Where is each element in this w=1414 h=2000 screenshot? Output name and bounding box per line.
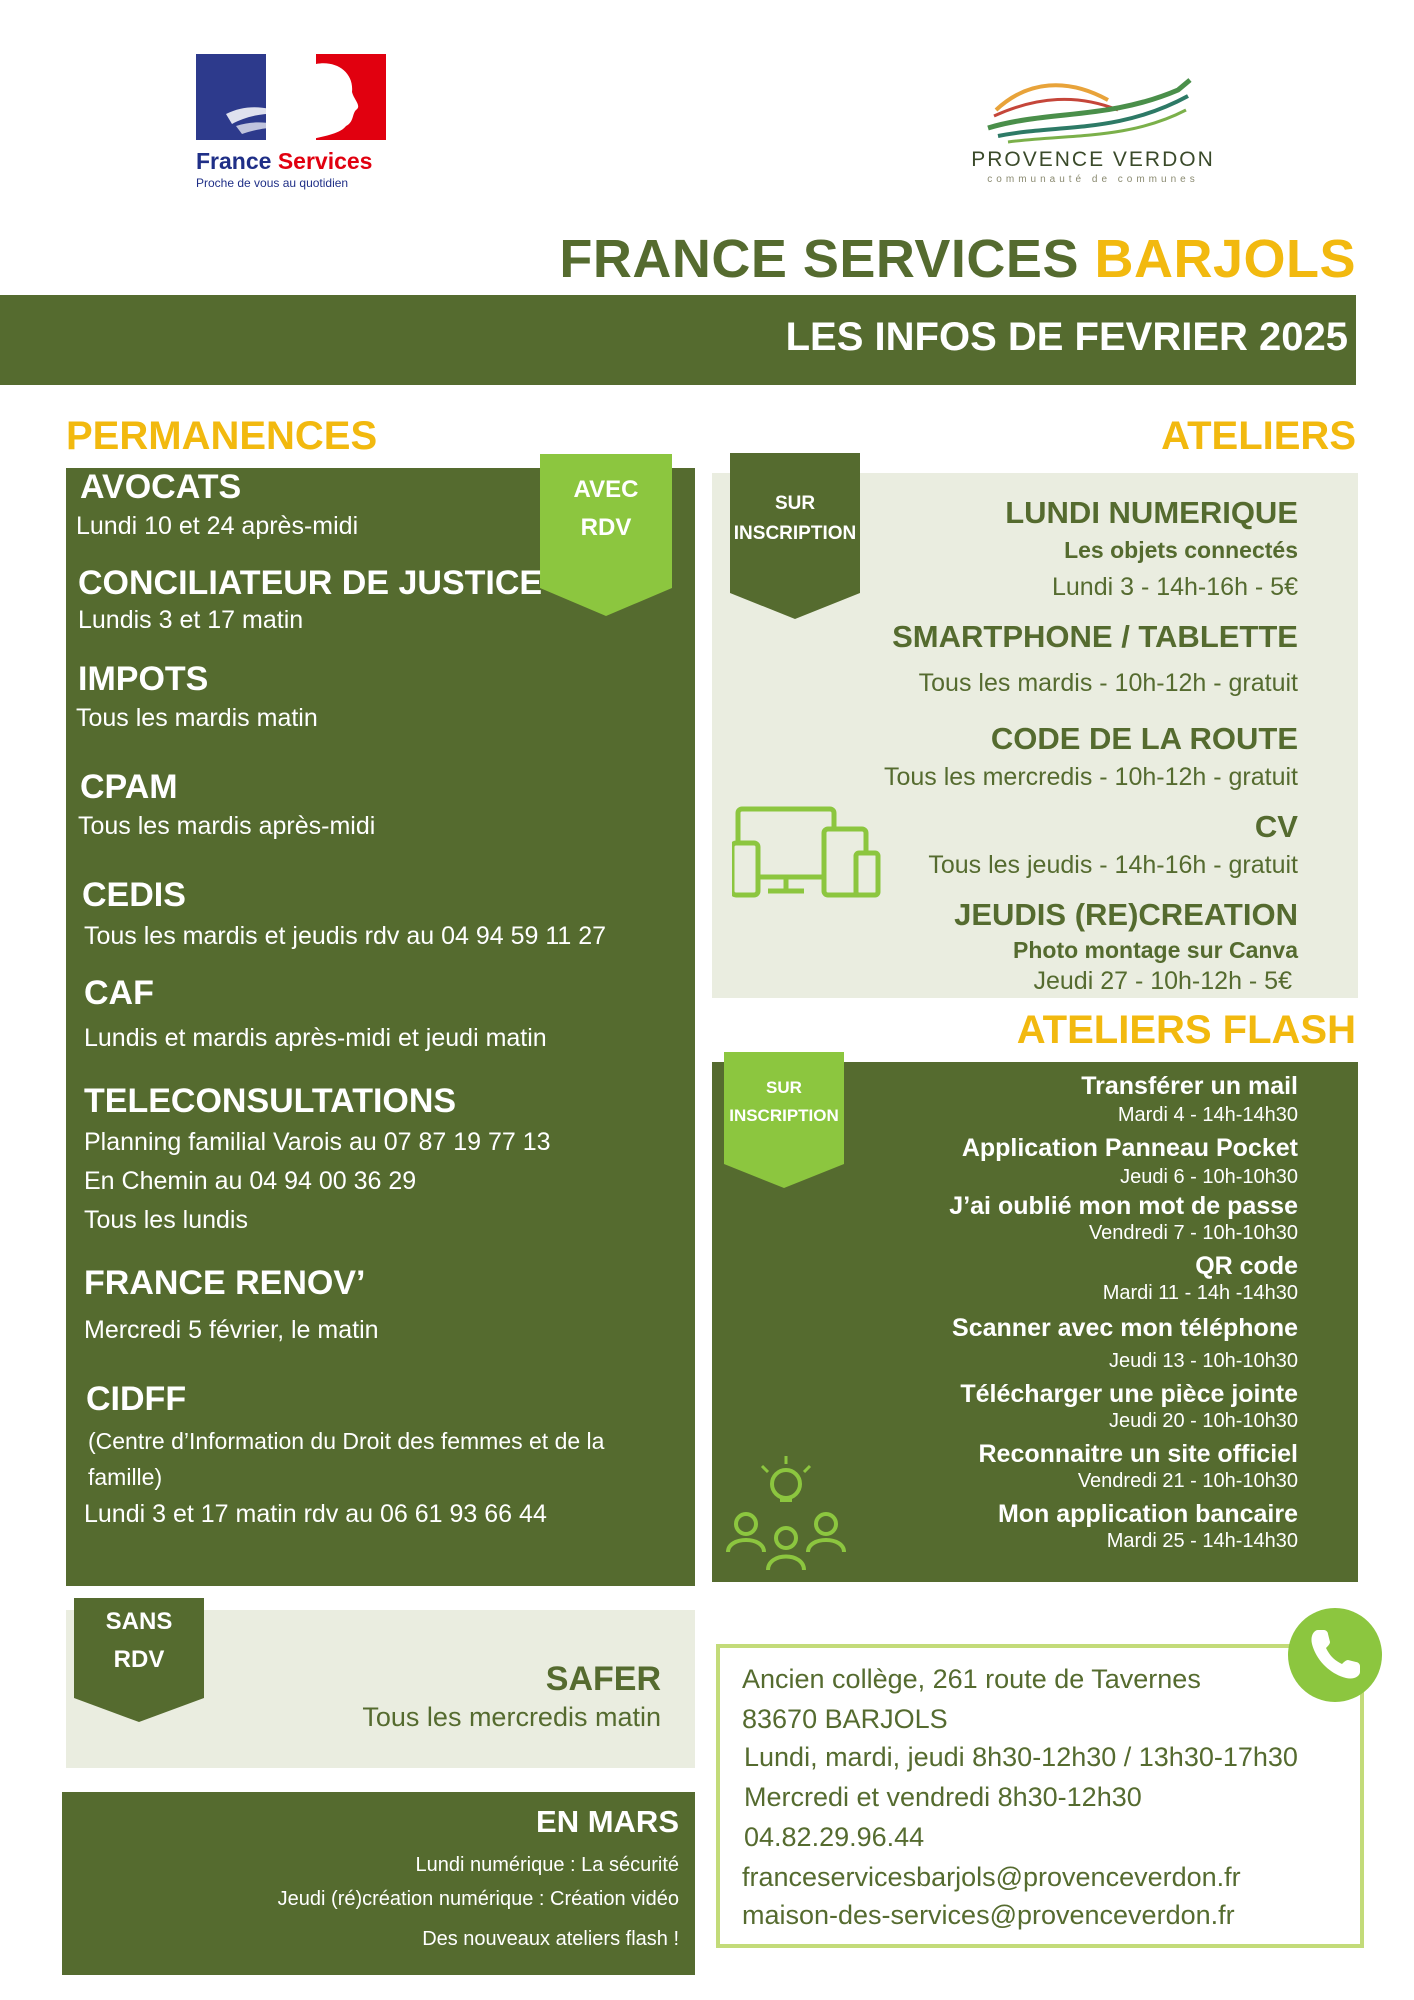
- perm-detail: Tous les lundis: [84, 1206, 248, 1234]
- perm-detail: Lundi 10 et 24 après-midi: [76, 512, 359, 540]
- atelier-subtitle: Photo montage sur Canva: [1013, 937, 1298, 963]
- avec-rdv-badge: AVEC RDV: [540, 454, 672, 616]
- provence-verdon-logo: [958, 70, 1228, 190]
- atelier-name: JEUDIS (RE)CREATION: [954, 897, 1298, 932]
- provence-verdon-name: PROVENCE VERDON: [971, 148, 1215, 171]
- flash-detail: Mardi 11 - 14h -14h30: [1102, 1282, 1298, 1304]
- atelier-detail: Jeudi 27 - 10h-12h - 5€: [1033, 967, 1292, 995]
- sur-inscription-badge: SUR INSCRIPTION: [724, 1052, 844, 1188]
- flash-name: Application Panneau Pocket: [961, 1134, 1298, 1162]
- perm-detail: Tous les mardis après-midi: [78, 812, 376, 840]
- flash-detail: Jeudi 6 - 10h-10h30: [1120, 1166, 1298, 1188]
- page-title: FRANCE SERVICES BARJOLS: [559, 229, 1356, 289]
- atelier-detail: Tous les mercredis - 10h-12h - gratuit: [883, 763, 1298, 791]
- flash-name: J’ai oublié mon mot de passe: [949, 1192, 1298, 1220]
- perm-detail: Tous les mardis matin: [76, 704, 318, 732]
- perm-detail: En Chemin au 04 94 00 36 29: [84, 1167, 417, 1195]
- en-mars-line: Des nouveaux ateliers flash !: [422, 1928, 679, 1950]
- flash-name: Reconnaitre un site officiel: [978, 1440, 1298, 1468]
- flash-name: Scanner avec mon téléphone: [952, 1314, 1298, 1342]
- safer-detail: Tous les mercredis matin: [362, 1702, 661, 1732]
- perm-detail: Mercredi 5 février, le matin: [84, 1316, 379, 1344]
- flash-name: Mon application bancaire: [997, 1500, 1298, 1528]
- perm-name: CEDIS: [82, 876, 186, 914]
- sans-rdv-badge: SANS RDV: [74, 1598, 204, 1722]
- ateliers-flash-title: ATELIERS FLASH: [1016, 1008, 1356, 1052]
- flash-detail: Jeudi 20 - 10h-10h30: [1108, 1410, 1298, 1432]
- flash-detail: Jeudi 13 - 10h-10h30: [1108, 1350, 1298, 1372]
- ateliers-flash-panel: [712, 1062, 1358, 1582]
- atelier-name: CODE DE LA ROUTE: [990, 721, 1298, 756]
- en-mars-title: EN MARS: [536, 1804, 679, 1839]
- perm-detail: Lundis et mardis après-midi et jeudi matin: [84, 1024, 547, 1052]
- flash-detail: Mardi 4 - 14h-14h30: [1117, 1104, 1298, 1126]
- perm-name: CAF: [84, 974, 154, 1012]
- perm-detail: Lundi 3 et 17 matin rdv au 06 61 93 66 44: [84, 1500, 547, 1528]
- safer-name: SAFER: [545, 1660, 661, 1698]
- contact-phone[interactable]: 04.82.29.96.44: [744, 1822, 925, 1852]
- contact-email[interactable]: franceservicesbarjols@provenceverdon.fr: [742, 1862, 1241, 1892]
- en-mars-line: Jeudi (ré)création numérique : Création vidéo: [277, 1888, 679, 1910]
- ateliers-panel: [712, 473, 1358, 998]
- atelier-subtitle: Les objets connectés: [1064, 537, 1298, 563]
- flash-name: QR code: [1195, 1252, 1298, 1280]
- banner-text: LES INFOS DE FEVRIER 2025: [785, 315, 1348, 359]
- perm-detail: (Centre d’Information du Droit des femmes et de la: [88, 1428, 605, 1454]
- permanences-title: PERMANENCES: [66, 414, 378, 458]
- group-idea-icon: [722, 1452, 850, 1576]
- contact-address: Ancien collège, 261 route de Tavernes: [742, 1664, 1201, 1694]
- atelier-detail: Tous les mardis - 10h-12h - gratuit: [918, 669, 1298, 697]
- atelier-name: CV: [1254, 809, 1298, 844]
- atelier-detail: Lundi 3 - 14h-16h - 5€: [1051, 573, 1298, 601]
- perm-detail: Planning familial Varois au 07 87 19 77 13: [84, 1128, 551, 1156]
- contact-email[interactable]: maison-des-services@provenceverdon.fr: [742, 1900, 1235, 1930]
- atelier-detail: Tous les jeudis - 14h-16h - gratuit: [928, 851, 1298, 879]
- devices-icon: [732, 805, 882, 899]
- flash-name: Télécharger une pièce jointe: [960, 1380, 1298, 1408]
- marianne-flag-icon: [196, 54, 386, 140]
- en-mars-line: Lundi numérique : La sécurité: [415, 1854, 679, 1876]
- perm-name: FRANCE RENOV’: [84, 1264, 366, 1302]
- france-services-name: France Services: [196, 148, 373, 174]
- flash-detail: Vendredi 7 - 10h-10h30: [1088, 1222, 1298, 1244]
- contact-hours: Lundi, mardi, jeudi 8h30-12h30 / 13h30-17h30: [744, 1742, 1298, 1772]
- perm-name: IMPOTS: [78, 660, 209, 698]
- contact-panel: [716, 1644, 1364, 1948]
- ateliers-title: ATELIERS: [1161, 414, 1356, 458]
- france-services-tagline: Proche de vous au quotidien: [196, 176, 349, 190]
- flash-detail: Mardi 25 - 14h-14h30: [1106, 1530, 1298, 1552]
- provence-verdon-subtitle: communauté de communes: [987, 174, 1199, 185]
- flash-name: Transférer un mail: [1081, 1072, 1298, 1100]
- phone-icon: [1288, 1608, 1382, 1702]
- month-banner: [0, 295, 1356, 385]
- sans-rdv-panel: [66, 1610, 695, 1768]
- perm-detail: Tous les mardis et jeudis rdv au 04 94 59 11 27: [84, 922, 607, 950]
- atelier-name: SMARTPHONE / TABLETTE: [892, 619, 1298, 654]
- perm-detail: famille): [88, 1464, 163, 1490]
- atelier-name: LUNDI NUMERIQUE: [1005, 495, 1298, 530]
- hills-icon: [958, 70, 1228, 146]
- perm-detail: Lundis 3 et 17 matin: [78, 606, 304, 634]
- perm-name: TELECONSULTATIONS: [84, 1082, 457, 1120]
- france-services-logo: [196, 54, 406, 194]
- permanences-panel: [66, 468, 695, 1586]
- flash-detail: Vendredi 21 - 10h-10h30: [1077, 1470, 1298, 1492]
- perm-name: CIDFF: [86, 1380, 187, 1418]
- en-mars-panel: [62, 1792, 695, 1975]
- contact-city: 83670 BARJOLS: [742, 1704, 948, 1734]
- marianne-profile-icon: [196, 54, 386, 140]
- perm-name: CPAM: [80, 768, 178, 806]
- sur-inscription-badge: SUR INSCRIPTION: [730, 453, 860, 619]
- perm-name: AVOCATS: [80, 468, 242, 506]
- perm-name: CONCILIATEUR DE JUSTICE: [78, 564, 543, 602]
- contact-hours: Mercredi et vendredi 8h30-12h30: [744, 1782, 1142, 1812]
